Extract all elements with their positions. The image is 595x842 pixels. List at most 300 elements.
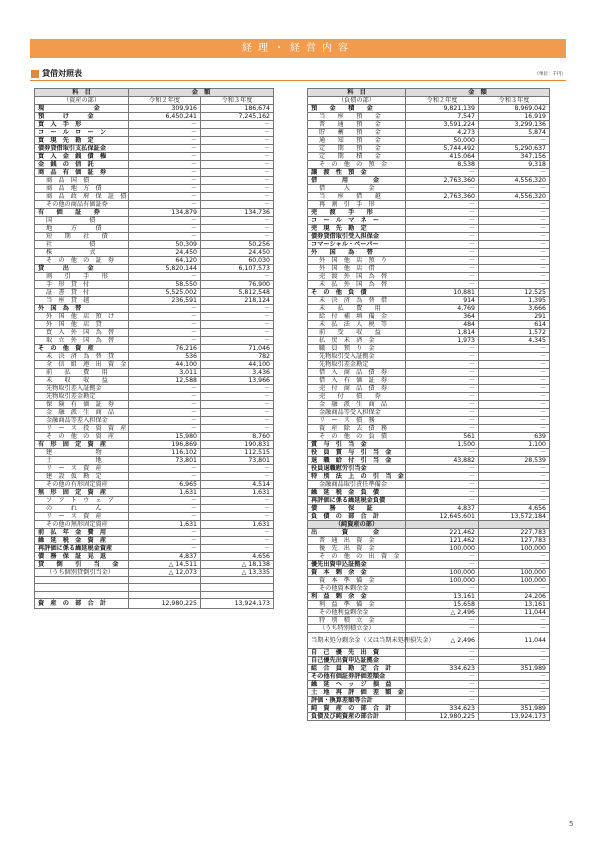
table-row — [308, 553, 550, 561]
row-label: 当 座 借 越 — [308, 193, 406, 201]
value-prev-year: 12,588 — [129, 377, 201, 385]
value-curr-year: 28,539 — [479, 457, 550, 465]
table-row — [308, 569, 550, 577]
value-curr-year: － — [479, 401, 550, 409]
value-curr-year: － — [201, 145, 274, 153]
row-label: 再評価に係る繰延税金資産 — [35, 545, 129, 553]
table-row — [308, 417, 550, 425]
table-row — [308, 665, 550, 673]
value-prev-year: － — [406, 225, 479, 233]
row-label: 自 己 優 先 出 資 — [308, 649, 406, 657]
table-row — [308, 393, 550, 401]
value-prev-year: － — [129, 329, 201, 337]
value-prev-year: － — [406, 489, 479, 497]
value-prev-year: － — [129, 497, 201, 505]
row-label: 債券貸借取引支払保証金 — [35, 145, 129, 153]
table-row — [35, 281, 274, 289]
value-prev-year: △ 2,496 — [406, 633, 479, 649]
subheader-section: （資産の部） — [35, 97, 129, 105]
empty-row — [35, 591, 274, 598]
value-prev-year: － — [129, 305, 201, 313]
value-prev-year: 2,763,360 — [406, 177, 479, 185]
table-row — [308, 465, 550, 473]
row-label: そ の 他 の 負 債 — [308, 433, 406, 441]
value-prev-year: 100,000 — [406, 545, 479, 553]
row-label: そ の 他 の 資 産 — [35, 433, 129, 441]
row-label: （純資産の部） — [308, 521, 406, 529]
row-label: 特 別 積 立 金 — [308, 617, 406, 625]
row-label: 貸 出 金 — [35, 265, 129, 273]
value-curr-year: △ 18,138 — [201, 561, 274, 569]
table-row — [35, 201, 274, 209]
value-curr-year: 8,760 — [201, 433, 274, 441]
value-prev-year: － — [406, 649, 479, 657]
value-curr-year: 4,514 — [201, 481, 274, 489]
table-row — [35, 129, 274, 137]
table-row — [308, 249, 550, 257]
table-row — [308, 377, 550, 385]
value-curr-year: 134,736 — [201, 209, 274, 217]
row-label: 借 入 商 品 債 券 — [308, 369, 406, 377]
value-curr-year: 1,572 — [479, 329, 550, 337]
value-prev-year: 10,881 — [406, 289, 479, 297]
table-row — [308, 153, 550, 161]
value-curr-year: － — [479, 425, 550, 433]
table-row — [35, 249, 274, 257]
row-label: 取 立 外 国 為 替 — [35, 337, 129, 345]
row-label: 売 付 債 券 — [308, 393, 406, 401]
value-curr-year: 50,256 — [201, 241, 274, 249]
value-prev-year: － — [406, 353, 479, 361]
row-label: 外 国 為 替 — [308, 249, 406, 257]
value-prev-year: 9,821,139 — [406, 105, 479, 113]
table-row — [35, 257, 274, 265]
value-prev-year: － — [129, 201, 201, 209]
row-label: 証 書 貸 付 — [35, 289, 129, 297]
value-curr-year: － — [201, 393, 274, 401]
row-label: 建 設 仮 勘 定 — [35, 473, 129, 481]
table-row — [35, 209, 274, 217]
value-prev-year: 196,869 — [129, 441, 201, 449]
row-label: 利 益 剰 余 金 — [308, 593, 406, 601]
row-label: 外 国 他 店 預 け — [35, 313, 129, 321]
row-label: コマーシャル・ペーパー — [308, 241, 406, 249]
value-prev-year: － — [406, 409, 479, 417]
table-row — [35, 241, 274, 249]
empty-cell — [129, 584, 201, 591]
table-row — [35, 105, 274, 113]
table-row — [308, 385, 550, 393]
table-row — [308, 297, 550, 305]
value-prev-year: － — [406, 217, 479, 225]
value-prev-year: － — [129, 393, 201, 401]
value-prev-year: 8,538 — [406, 161, 479, 169]
table-row — [35, 465, 274, 473]
row-label: 利 益 準 備 金 — [308, 601, 406, 609]
row-label: 預 け 金 — [35, 113, 129, 121]
table-row — [35, 553, 274, 561]
value-curr-year: － — [201, 305, 274, 313]
value-curr-year: 44,100 — [201, 361, 274, 369]
value-curr-year: － — [479, 481, 550, 489]
value-curr-year: － — [201, 169, 274, 177]
table-row — [35, 329, 274, 337]
row-label: 債 務 保 証 見 返 — [35, 553, 129, 561]
value-curr-year: 782 — [201, 353, 274, 361]
table-row — [308, 537, 550, 545]
value-curr-year: 100,000 — [479, 577, 550, 585]
value-prev-year: 1,814 — [406, 329, 479, 337]
value-prev-year: － — [129, 545, 201, 553]
table-row — [308, 577, 550, 585]
table-row — [308, 633, 550, 649]
value-prev-year: 4,769 — [406, 305, 479, 313]
value-curr-year: 1,100 — [479, 441, 550, 449]
value-prev-year: 484 — [406, 321, 479, 329]
table-row — [308, 201, 550, 209]
table-row — [308, 265, 550, 273]
value-prev-year: － — [406, 201, 479, 209]
row-label: 短 期 社 債 — [35, 233, 129, 241]
row-label: 譲 渡 性 預 金 — [308, 169, 406, 177]
row-label: その他の有形固定資産 — [35, 481, 129, 489]
row-label: 先物取引受入証拠金 — [308, 353, 406, 361]
table-row — [308, 713, 550, 721]
row-label: 普 通 預 金 — [308, 121, 406, 129]
row-label: 当期未処分剰余金（又は当期未処理損失金） — [308, 633, 406, 649]
header-item: 科 目 — [308, 89, 406, 97]
table-row — [308, 289, 550, 297]
value-prev-year: 15,658 — [406, 601, 479, 609]
header-item: 科 目 — [35, 89, 129, 97]
row-label: ソ フ ト ウ ェ ア — [35, 497, 129, 505]
table-row — [308, 273, 550, 281]
value-prev-year: － — [406, 249, 479, 257]
table-row — [308, 337, 550, 345]
row-label: 売 付 商 品 債 券 — [308, 385, 406, 393]
value-prev-year: △ 12,073 — [129, 569, 201, 577]
value-curr-year: 4,656 — [479, 505, 550, 513]
value-curr-year: － — [479, 353, 550, 361]
value-curr-year: － — [479, 265, 550, 273]
value-curr-year: 11,044 — [479, 633, 550, 649]
value-prev-year: － — [129, 193, 201, 201]
value-curr-year: △ 13,335 — [201, 569, 274, 577]
value-prev-year: 100,000 — [406, 569, 479, 577]
table-row — [308, 625, 550, 633]
table-row — [308, 305, 550, 313]
value-curr-year: － — [479, 409, 550, 417]
row-label: 資 本 剰 余 金 — [308, 569, 406, 577]
value-prev-year: 4,837 — [129, 553, 201, 561]
row-label: 地 方 債 — [35, 225, 129, 233]
value-curr-year: 639 — [479, 433, 550, 441]
value-prev-year: 1,631 — [129, 521, 201, 529]
value-prev-year: 6,965 — [129, 481, 201, 489]
value-curr-year: 11,044 — [479, 609, 550, 617]
value-curr-year: － — [201, 129, 274, 137]
row-label: 売 現 先 勘 定 — [308, 225, 406, 233]
table-row — [35, 185, 274, 193]
empty-row — [35, 584, 274, 591]
table-row — [308, 561, 550, 569]
value-curr-year: － — [479, 553, 550, 561]
value-prev-year: － — [406, 361, 479, 369]
table-row — [35, 313, 274, 321]
value-prev-year: － — [406, 657, 479, 665]
row-label: 前 払 年 金 費 用 — [35, 529, 129, 537]
value-prev-year: 536 — [129, 353, 201, 361]
value-curr-year: － — [479, 449, 550, 457]
value-prev-year: － — [129, 401, 201, 409]
value-curr-year: 3,436 — [201, 369, 274, 377]
row-label: 繰 延 税 金 資 産 — [35, 537, 129, 545]
value-curr-year: 1,631 — [201, 489, 274, 497]
value-curr-year: 4,656 — [201, 553, 274, 561]
value-curr-year: － — [201, 329, 274, 337]
value-prev-year: 2,763,360 — [406, 193, 479, 201]
row-label: 売 渡 外 国 為 替 — [308, 273, 406, 281]
row-label: 全 信 組 連 出 資 金 — [35, 361, 129, 369]
row-label: リ ー ス 資 産 — [35, 465, 129, 473]
value-prev-year: － — [129, 185, 201, 193]
table-row — [308, 401, 550, 409]
value-prev-year: － — [406, 481, 479, 489]
row-label: 株 式 — [35, 249, 129, 257]
value-curr-year: 351,989 — [479, 665, 550, 673]
value-prev-year: － — [406, 561, 479, 569]
table-row — [35, 561, 274, 569]
row-label: 社 債 — [35, 241, 129, 249]
value-prev-year: － — [129, 121, 201, 129]
section-header — [30, 69, 566, 82]
row-label: そ の 他 の 出 資 金 — [308, 553, 406, 561]
value-curr-year: 100,000 — [479, 545, 550, 553]
value-curr-year: － — [479, 617, 550, 625]
value-curr-year: － — [201, 177, 274, 185]
value-curr-year: 218,124 — [201, 297, 274, 305]
header-amount: 金 額 — [406, 89, 550, 97]
value-prev-year: 3,591,224 — [406, 121, 479, 129]
table-row — [308, 657, 550, 665]
empty-cell — [201, 591, 274, 598]
value-prev-year: － — [129, 129, 201, 137]
row-label: 優 先 出 資 金 — [308, 545, 406, 553]
value-prev-year: 7,547 — [406, 113, 479, 121]
table-row — [35, 113, 274, 121]
table-row — [308, 313, 550, 321]
table-row — [35, 441, 274, 449]
value-curr-year: 12,525 — [479, 289, 550, 297]
row-label: 外 国 他 店 借 — [308, 265, 406, 273]
table-row — [35, 345, 274, 353]
table-row — [35, 353, 274, 361]
table-subheader-row — [35, 97, 274, 105]
value-curr-year: － — [479, 249, 550, 257]
value-curr-year: 1,631 — [201, 521, 274, 529]
row-label: 定 期 積 金 — [308, 153, 406, 161]
row-label: 先物取引差金勘定 — [35, 393, 129, 401]
value-prev-year: － — [129, 513, 201, 521]
table-row — [308, 593, 550, 601]
table-row — [35, 481, 274, 489]
value-prev-year: － — [129, 137, 201, 145]
value-curr-year: － — [479, 657, 550, 665]
empty-row — [35, 577, 274, 584]
value-curr-year: － — [201, 473, 274, 481]
value-prev-year: － — [129, 409, 201, 417]
value-curr-year: 351,989 — [479, 705, 550, 713]
value-prev-year: － — [129, 273, 201, 281]
value-curr-year: － — [201, 401, 274, 409]
table-row — [35, 393, 274, 401]
value-prev-year: － — [406, 673, 479, 681]
row-label: 再評価に係る繰延税金負債 — [308, 497, 406, 505]
value-curr-year: － — [479, 281, 550, 289]
row-label: 現 金 — [35, 105, 129, 113]
table-row — [308, 689, 550, 697]
row-label: 買 入 外 国 為 替 — [35, 329, 129, 337]
subheader-year-curr: 令和３年度 — [201, 97, 274, 105]
value-curr-year: － — [479, 625, 550, 633]
row-label: （うち特別積立金） — [308, 625, 406, 633]
value-prev-year: － — [406, 233, 479, 241]
value-prev-year: － — [406, 169, 479, 177]
value-curr-year: － — [479, 185, 550, 193]
value-curr-year: － — [479, 169, 550, 177]
row-label: 手 形 貸 付 — [35, 281, 129, 289]
row-label: 負債及び純資産の部合計 — [308, 713, 406, 721]
row-label: 優先出資申込証拠金 — [308, 561, 406, 569]
row-label: リ ー ス 債 務 — [308, 417, 406, 425]
row-label: そ の 他 の 証 券 — [35, 257, 129, 265]
value-prev-year: △ 14,511 — [129, 561, 201, 569]
row-label: 買 入 手 形 — [35, 121, 129, 129]
table-row — [35, 529, 274, 537]
row-label: 未 払 費 用 — [308, 305, 406, 313]
row-label: 商 品 地 方 債 — [35, 185, 129, 193]
table-row — [308, 177, 550, 185]
value-prev-year: 221,462 — [406, 529, 479, 537]
value-curr-year: 4,556,320 — [479, 193, 550, 201]
empty-cell — [201, 584, 274, 591]
row-label: 賞 与 引 当 金 — [308, 441, 406, 449]
header-amount: 金 額 — [129, 89, 274, 97]
value-curr-year: － — [201, 529, 274, 537]
value-curr-year: 76,900 — [201, 281, 274, 289]
table-row — [308, 225, 550, 233]
table-row — [308, 705, 550, 713]
table-row — [308, 457, 550, 465]
value-curr-year: － — [201, 417, 274, 425]
value-prev-year: － — [406, 257, 479, 265]
value-prev-year: － — [129, 313, 201, 321]
value-prev-year: 116,102 — [129, 449, 201, 457]
table-row — [308, 241, 550, 249]
unit-note: （単位：千円） — [534, 72, 566, 77]
value-curr-year: － — [201, 409, 274, 417]
table-row — [35, 233, 274, 241]
row-label: 再 割 引 手 形 — [308, 201, 406, 209]
value-curr-year: 5,812,548 — [201, 289, 274, 297]
table-row — [308, 409, 550, 417]
value-prev-year: － — [406, 697, 479, 705]
table-row — [308, 697, 550, 705]
row-label: 給 付 補 填 備 金 — [308, 313, 406, 321]
value-curr-year: 60,030 — [201, 257, 274, 265]
value-prev-year: － — [129, 385, 201, 393]
value-prev-year: － — [406, 241, 479, 249]
row-label: 前 受 収 益 — [308, 329, 406, 337]
value-prev-year: 12,645,601 — [406, 513, 479, 521]
value-curr-year: － — [479, 385, 550, 393]
row-label: 国 債 — [35, 217, 129, 225]
table-row — [308, 601, 550, 609]
table-row — [35, 273, 274, 281]
value-curr-year: 227,783 — [479, 529, 550, 537]
value-curr-year: － — [201, 233, 274, 241]
row-label: 土 地 — [35, 457, 129, 465]
value-prev-year: 12,980,225 — [406, 713, 479, 721]
section-banner: 経理・経営内容 — [30, 39, 566, 58]
value-curr-year: － — [479, 209, 550, 217]
value-curr-year: 73,801 — [201, 457, 274, 465]
table-row — [35, 401, 274, 409]
value-prev-year: － — [406, 273, 479, 281]
section-title: 貸借対照表 — [42, 69, 82, 78]
table-row — [35, 297, 274, 305]
value-prev-year: － — [406, 465, 479, 473]
row-label: 当 座 貸 越 — [35, 297, 129, 305]
row-label: 割 引 手 形 — [35, 273, 129, 281]
value-prev-year: 100,000 — [406, 577, 479, 585]
value-curr-year: － — [201, 121, 274, 129]
value-curr-year: 5,874 — [479, 129, 550, 137]
table-row — [35, 457, 274, 465]
row-label: 有 価 証 券 — [35, 209, 129, 217]
value-curr-year: － — [201, 185, 274, 193]
value-curr-year: 13,966 — [201, 377, 274, 385]
value-prev-year: 134,879 — [129, 209, 201, 217]
value-prev-year: － — [129, 417, 201, 425]
value-curr-year: － — [479, 561, 550, 569]
table-row — [308, 433, 550, 441]
row-label: 商 品 有 価 証 券 — [35, 169, 129, 177]
value-prev-year: － — [406, 625, 479, 633]
table-row — [308, 113, 550, 121]
value-curr-year: － — [201, 193, 274, 201]
row-label: 預 金 積 金 — [308, 105, 406, 113]
table-row — [308, 209, 550, 217]
row-label: 先物取引差入証拠金 — [35, 385, 129, 393]
value-curr-year: － — [479, 697, 550, 705]
row-label: 役員退職慰労引当金 — [308, 465, 406, 473]
value-prev-year: － — [406, 265, 479, 273]
table-row — [308, 497, 550, 505]
table-row — [308, 185, 550, 193]
table-row — [35, 169, 274, 177]
table-row — [35, 521, 274, 529]
row-label: 評価・換算差額等合計 — [308, 697, 406, 705]
row-label: 有 形 固 定 資 産 — [35, 441, 129, 449]
row-label: 先物取引差金勘定 — [308, 361, 406, 369]
table-row — [308, 193, 550, 201]
row-label: 保 険 有 価 証 券 — [35, 401, 129, 409]
value-curr-year: － — [201, 273, 274, 281]
value-curr-year: 3,666 — [479, 305, 550, 313]
value-prev-year: 13,161 — [406, 593, 479, 601]
value-prev-year: 4,837 — [406, 505, 479, 513]
